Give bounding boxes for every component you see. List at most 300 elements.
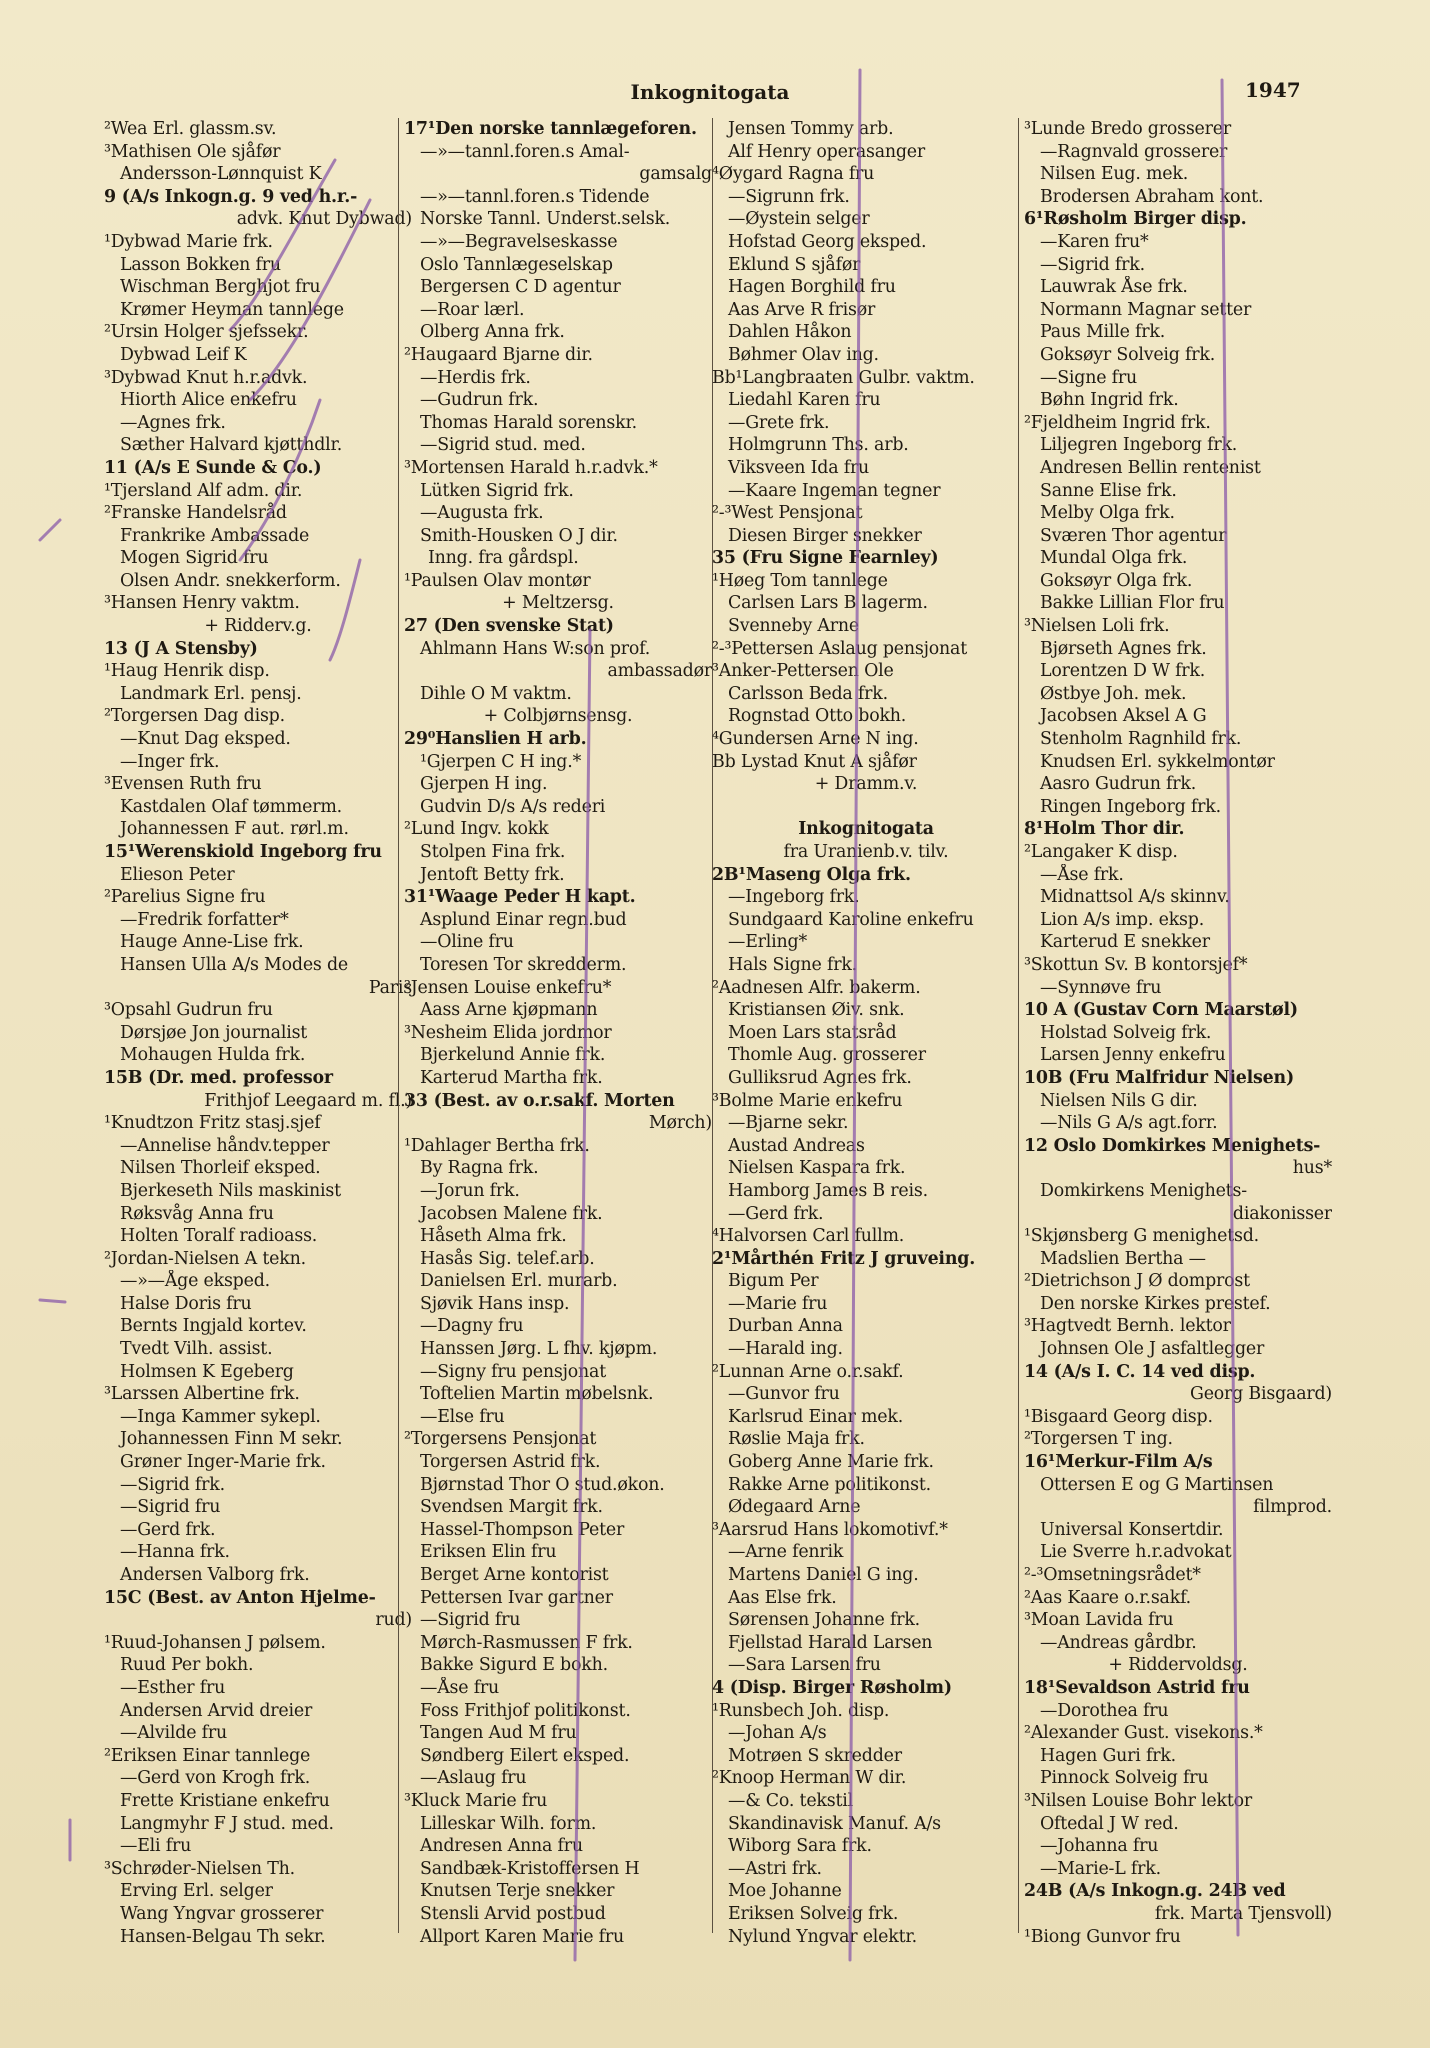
directory-entry: Mørch-Rasmussen F frk. [420,1632,633,1653]
directory-entry: —Sigrid fru [420,1610,521,1631]
directory-entry: Aas Else frk. [728,1587,837,1608]
directory-entry: Wiborg Sara frk. [728,1836,872,1857]
directory-entry: ³Bolme Marie enkefru [712,1090,903,1111]
directory-entry: Lie Sverre h.r.advokat [1040,1542,1232,1563]
directory-entry: 15¹Werenskiold Ingeborg fru [104,842,382,862]
directory-entry: Stenholm Ragnhild frk. [1040,729,1242,750]
directory-entry: Hauge Anne-Lise frk. [120,932,304,953]
directory-entry: Fjellstad Harald Larsen [728,1632,933,1653]
directory-entry: Jacobsen Malene frk. [420,1203,603,1224]
directory-entry: Hiorth Alice enkefru [120,390,297,411]
directory-entry [712,796,1020,819]
directory-entry: + Ridderv.g. [204,616,312,637]
directory-entry: Lasson Bokken fru [120,254,281,275]
directory-entry: Dihle O M vaktm. [420,683,572,704]
directory-entry: Madslien Bertha — [1040,1248,1206,1269]
directory-entry: 14 (A/s I. C. 14 ved disp. [1024,1361,1256,1382]
directory-entry: —Hanna frk. [120,1542,230,1563]
directory-entry: Svendsen Margit frk. [420,1497,603,1518]
directory-entry: Allport Karen Marie fru [420,1926,625,1947]
directory-entry: Hansen Ulla A/s Modes de [120,954,349,975]
directory-entry: Goberg Anne Marie frk. [728,1452,934,1473]
directory-entry: Martens Daniel G ing. [728,1565,919,1585]
directory-entry: Carlsen Lars B lagerm. [728,593,928,614]
directory-entry: ¹Dahlager Bertha frk. [404,1135,590,1156]
directory-entry: 2¹Mårthén Fritz J gruveing. [712,1248,976,1269]
directory-entry: —Bjarne sekr. [728,1113,849,1134]
directory-entry: Olsen Andr. snekkerform. [120,570,341,591]
directory-entry: Knutsen Terje snekker [420,1881,615,1902]
directory-entry: —Gerd frk. [120,1519,216,1540]
directory-entry: Aas Arve R frisør [728,299,876,320]
directory-entry: Bb Lystad Knut A sjåfør [712,751,917,772]
directory-entry: Hansen-Belgau Th sekr. [120,1926,326,1947]
directory-entry: ³Skottun Sv. B kontorsjef* [1024,954,1248,975]
directory-entry: Smith-Housken O J dir. [420,525,618,546]
directory-entry: Moe Johanne [728,1881,842,1902]
directory-entry: gamsalg [639,164,712,185]
directory-entry: Bjerkelund Annie frk. [420,1045,606,1066]
column-1 [104,118,412,1948]
directory-entry: Alf Henry operasanger [728,141,926,162]
directory-entry: Holstad Solveig frk. [1040,1022,1212,1043]
directory-entry: —Annelise håndv.tepper [120,1135,330,1156]
directory-entry: Røslie Maja frk. [728,1429,865,1450]
directory-entry: Svenneby Arne [728,616,859,637]
directory-entry: Sundgaard Karoline enkefru [728,909,974,930]
directory-entry: Eklund S sjåfør [728,254,861,275]
directory-entry: —Gudrun frk. [420,390,539,411]
directory-entry: —Sigrid fru [120,1497,221,1518]
directory-entry: Jentoft Betty frk. [420,864,565,885]
directory-entry: ¹Gjerpen C H ing.* [420,751,582,772]
directory-entry: —Signe fru [1040,367,1137,388]
directory-entry: Asplund Einar regn.bud [420,909,627,930]
directory-entry: ³Hagtvedt Bernh. lektor [1024,1316,1231,1337]
directory-entry: Andresen Bellin rentenist [1040,457,1261,478]
directory-entry: Nylund Yngvar elektr. [728,1926,917,1947]
directory-entry: + Riddervoldsg. [1108,1655,1248,1676]
directory-entry: ⁴Øygard Ragna fru [712,164,875,185]
directory-entry: Dahlen Håkon [728,322,852,343]
directory-entry: Sørensen Johanne frk. [728,1610,920,1631]
directory-entry: Sjøvik Hans insp. [420,1293,570,1314]
directory-entry: Danielsen Erl. murarb. [420,1271,618,1292]
directory-entry: ²Wea Erl. glassm.sv. [104,119,277,139]
directory-entry: ²Torgersens Pensjonat [404,1429,597,1450]
column-4 [1024,118,1332,1948]
directory-entry: Inkognitogata [798,819,934,840]
directory-entry: —»—tannl.foren.s Tidende [420,186,650,207]
directory-entry: —Inger frk. [120,751,220,772]
directory-entry: Toresen Tor skredderm. [420,954,627,975]
directory-entry: Krømer Heyman tannlege [120,299,344,320]
directory-entry: Mogen Sigrid fru [120,548,269,569]
directory-entry: Liedahl Karen fru [728,390,881,411]
directory-entry: ⁴Gundersen Arne N ing. [712,729,919,750]
directory-entry: —Sigrunn frk. [728,186,850,207]
directory-entry: —Oline fru [420,932,514,953]
directory-entry: —Ragnvald grosserer [1040,141,1228,162]
directory-entry: 15B (Dr. med. professor [104,1067,333,1088]
directory-entry: Toftelien Martin møbelsnk. [420,1384,654,1405]
directory-entry: ²Knoop Herman W dir. [712,1768,907,1789]
directory-entry: + Colbjørnsensg. [483,706,633,727]
directory-entry: Kristiansen Øiv. snk. [728,1000,905,1021]
directory-entry: Bjerkeseth Nils maskinist [120,1180,341,1201]
directory-entry: —Grete frk. [728,412,830,433]
directory-entry: —Andreas gårdbr. [1040,1632,1197,1653]
directory-entry: 8¹Holm Thor dir. [1024,819,1185,840]
directory-entry: ¹Skjønsberg G menighetsd. [1024,1226,1259,1247]
directory-entry: —Knut Dag eksped. [120,729,291,750]
directory-entry: Bernts Ingjald kortev. [120,1316,307,1337]
directory-entry: Jacobsen Aksel A G [1040,706,1207,727]
directory-entry: —Ingeborg frk. [728,887,860,908]
directory-entry: 4 (Disp. Birger Røsholm) [712,1677,952,1698]
directory-entry: —»—Åge eksped. [120,1271,270,1292]
directory-entry: —Harald ing. [728,1339,843,1360]
directory-entry: Jensen Tommy arb. [728,119,894,139]
directory-entry: —Marie-L frk. [1040,1858,1161,1879]
directory-entry: Hofstad Georg eksped. [728,231,927,252]
directory-entry: —»—tannl.foren.s Amal- [420,141,630,162]
directory-entry: Dørsjøe Jon journalist [120,1022,308,1043]
directory-entry: ¹Høeg Tom tannlege [712,570,888,591]
directory-entry: ²Fjeldheim Ingrid frk. [1024,412,1211,433]
directory-entry: Eriksen Elin fru [420,1542,557,1563]
directory-entry: Bjørnstad Thor O stud.økon. [420,1474,665,1495]
directory-entry: ¹Tjersland Alf adm. dir. [104,480,303,501]
directory-entry: Universal Konsertdir. [1040,1519,1224,1540]
directory-entry: ¹Dybwad Marie frk. [104,231,273,252]
directory-entry: Andresen Anna fru [420,1836,583,1857]
directory-entry: 27 (Den svenske Stat) [404,616,614,637]
directory-entry: Den norske Kirkes prestef. [1040,1293,1271,1314]
directory-entry: Olberg Anna frk. [420,322,565,343]
directory-entry: Frithjof Leegaard m. fl.) [204,1090,412,1111]
directory-entry: ²Jensen Louise enkefru* [404,977,612,998]
directory-entry: Thomas Harald sorenskr. [420,412,638,433]
directory-entry: 9 (A/s Inkogn.g. 9 ved h.r.- [104,186,358,207]
directory-entry: —Herdis frk. [420,367,531,388]
directory-entry: 16¹Merkur-Film A/s [1024,1452,1213,1473]
directory-entry: ²-³West Pensjonat [712,503,863,524]
directory-entry: ³Aarsrud Hans lokomotivf.* [712,1519,948,1540]
directory-entry: ³Evensen Ruth fru [104,774,262,795]
directory-entry: —Augusta frk. [420,503,544,524]
directory-entry: 31¹Waage Peder H kapt. [404,887,636,908]
directory-entry: ³Nesheim Elida jordmor [404,1022,612,1043]
directory-entry: —Gerd frk. [728,1203,824,1224]
directory-entry: 10B (Fru Malfridur Nielsen) [1024,1067,1294,1088]
directory-entry: —Johanna fru [1040,1836,1159,1857]
directory-entry: Goksøyr Olga frk. [1040,570,1193,591]
directory-entry: —Dorothea fru [1040,1700,1169,1721]
directory-entry: Lorentzen D W frk. [1040,661,1206,682]
directory-entry: ²Ursin Holger sjefssekr. [104,322,309,343]
directory-entry: Frankrike Ambassade [120,525,310,546]
directory-entry: Aasro Gudrun frk. [1040,774,1197,795]
directory-entry: Sværen Thor agentur [1040,525,1227,546]
directory-entry: 33 (Best. av o.r.sakf. Morten [404,1090,675,1111]
directory-entry: Andersson-Lønnquist K [120,164,322,185]
column-divider [1018,118,1019,1933]
directory-entry: Paris [368,977,412,998]
directory-entry: Kastdalen Olaf tømmerm. [120,796,342,817]
directory-entry: ²Lund Ingv. kokk [404,819,549,840]
directory-entry: Ottersen E og G Martinsen [1040,1474,1274,1495]
directory-entry: —& Co. tekstil [728,1790,853,1811]
directory-entry: Østbye Joh. mek. [1040,683,1187,704]
directory-entry: —»—Begravelseskasse [420,231,618,252]
directory-entry: Erving Erl. selger [120,1881,273,1902]
directory-entry: Gudvin D/s A/s rederi [420,796,606,817]
directory-entry: Karterud Martha frk. [420,1067,603,1088]
directory-entry: ³Nielsen Loli frk. [1024,616,1170,637]
directory-entry: —Johan A/s [728,1723,827,1744]
directory-entry: Hassel-Thompson Peter [420,1519,625,1540]
directory-entry: —Karen fru* [1040,231,1149,252]
directory-entry: ³Kluck Marie fru [404,1790,548,1811]
directory-entry: Holten Toralf radioass. [120,1226,318,1247]
directory-entry: Holmgrunn Ths. arb. [728,435,909,456]
directory-entry: Sæther Halvard kjøtthdlr. [120,435,343,456]
column-3 [712,118,1020,1948]
directory-entry: —Esther fru [120,1677,226,1698]
directory-entry: Wischman Berghjot fru [120,277,321,298]
directory-entry: ³Hansen Henry vaktm. [104,593,300,614]
directory-entry: —Øystein selger [728,209,870,230]
directory-entry: Diesen Birger snekker [728,525,922,546]
directory-entry: Carlsson Beda frk. [728,683,888,704]
directory-entry: —Åse frk. [1040,864,1124,885]
directory-entry: Langmyhr F J stud. med. [120,1813,334,1834]
directory-entry: ²Parelius Signe fru [104,887,266,908]
directory-entry: Gulliksrud Agnes frk. [728,1067,912,1088]
directory-entry: Bigum Per [728,1271,819,1292]
directory-entry: Mundal Olga frk. [1040,548,1188,569]
directory-entry: + Dramm.v. [814,774,918,795]
directory-entry: —Sara Larsen fru [728,1655,881,1676]
directory-entry: —Synnøve fru [1040,977,1162,998]
directory-entry: Brodersen Abraham kont. [1040,186,1264,207]
directory-entry: Håseth Alma frk. [420,1226,567,1247]
directory-entry: ²Eriksen Einar tannlege [104,1745,311,1766]
directory-entry: ²Jordan-Nielsen A tekn. [104,1248,306,1269]
directory-entry: —Gerd von Krogh frk. [120,1768,311,1789]
directory-entry: Rognstad Otto bokh. [728,706,907,727]
directory-entry: Mørch) [648,1113,712,1134]
directory-entry: ¹Runsbech Joh. disp. [712,1700,890,1721]
directory-entry: —Kaare Ingeman tegner [728,480,941,501]
directory-entry: ambassadør [607,661,712,682]
directory-entry: Thomle Aug. grosserer [728,1045,926,1066]
directory-entry: —Else fru [420,1406,505,1427]
directory-entry: Lütken Sigrid frk. [420,480,574,501]
directory-entry: Lion A/s imp. eksp. [1040,909,1205,930]
directory-entry: Bb¹Langbraaten Gulbr. vaktm. [712,367,975,388]
directory-entry: Halse Doris fru [120,1293,252,1314]
directory-entry: —Åse fru [420,1677,500,1698]
directory-entry: Inng. fra gårdspl. [428,548,579,569]
directory-entry: + Meltzersg. [502,593,614,614]
directory-entry: Berget Arne kontorist [420,1565,609,1585]
directory-entry: 2B¹Maseng Olga frk. [712,864,911,885]
directory-entry: Rakke Arne politikonst. [728,1474,931,1495]
directory-entry: Eriksen Solveig frk. [728,1903,899,1924]
directory-entry: ²Dietrichson J Ø domprost [1024,1271,1250,1292]
directory-entry: Liljegren Ingeborg frk. [1040,435,1238,456]
directory-entry: ³Dybwad Knut h.r.advk. [104,367,308,388]
directory-entry: ²Torgersen T ing. [1024,1429,1173,1450]
directory-entry: 35 (Fru Signe Fearnley) [712,548,939,569]
directory-entry: fra Uranienb.v. tilv. [783,842,949,862]
directory-entry: Skandinavisk Manuf. A/s [728,1813,941,1834]
directory-entry: Grøner Inger-Marie frk. [120,1452,326,1473]
directory-entry: Søndberg Eilert eksped. [420,1745,630,1766]
directory-entry: —Alvilde fru [120,1723,227,1744]
directory-entry: Frette Kristiane enkefru [120,1790,330,1811]
directory-entry: Wang Yngvar grosserer [120,1903,324,1924]
directory-entry: 11 (A/s E Sunde & Co.) [104,457,322,478]
directory-entry: —Erling* [728,932,807,953]
directory-entry: Norske Tannl. Underst.selsk. [420,209,671,230]
directory-entry: Ahlmann Hans W:son prof. [420,638,651,659]
directory-entry: Johnsen Ole J asfaltlegger [1040,1339,1265,1360]
directory-entry: ³Nilsen Louise Bohr lektor [1024,1790,1253,1811]
directory-entry: Elieson Peter [120,864,235,885]
directory-entry: Goksøyr Solveig frk. [1040,344,1216,365]
directory-entry: Midnattsol A/s skinnv. [1040,887,1230,908]
directory-entry: Domkirkens Menighets- [1040,1180,1247,1201]
directory-entry: Sandbæk-Kristoffersen H [420,1858,640,1879]
directory-entry: Tangen Aud M fru [420,1723,577,1744]
directory-entry: ¹Haug Henrik disp. [104,661,270,682]
directory-entry: —Gunvor fru [728,1384,840,1405]
directory-entry: Sanne Elise frk. [1040,480,1177,501]
directory-entry: Georg Bisgaard) [1190,1384,1332,1405]
directory-entry: —Marie fru [728,1293,828,1314]
directory-entry: advk. Knut Dybwad) [236,209,412,230]
directory-entry: ²Torgersen Dag disp. [104,706,285,727]
directory-entry: ³Anker-Pettersen Ole [712,661,894,682]
directory-entry: Andersen Arvid dreier [120,1700,313,1721]
directory-entry: ¹Biong Gunvor fru [1024,1926,1181,1947]
directory-entry: ²Aas Kaare o.r.sakf. [1024,1587,1192,1608]
directory-entry: ²-³Pettersen Aslaug pensjonat [712,638,967,659]
directory-entry: 18¹Sevaldson Astrid fru [1024,1677,1250,1698]
directory-entry: Ødegaard Arne [728,1497,861,1518]
directory-entry: —Astri frk. [728,1858,822,1879]
column-divider [398,118,399,1933]
directory-entry: ²Aadnesen Alfr. bakerm. [712,977,921,998]
directory-entry: ²Franske Handelsråd [104,503,287,524]
directory-entry: —Arne fenrik [728,1542,844,1563]
directory-entry: Hamborg James B reis. [728,1180,928,1201]
directory-entry: Foss Frithjof politikonst. [420,1700,631,1721]
directory-entry: Moen Lars statsråd [728,1022,897,1043]
directory-entry: Bjørseth Agnes frk. [1040,638,1207,659]
directory-entry: Stolpen Fina frk. [420,842,566,862]
directory-entry: Hasås Sig. telef.arb. [420,1248,595,1269]
directory-entry: hus* [1292,1158,1332,1179]
directory-entry: Nielsen Kaspara frk. [728,1158,906,1179]
directory-entry: Johannessen Finn M sekr. [120,1429,343,1450]
directory-entry: Nielsen Nils G dir. [1040,1090,1198,1111]
directory-entry: Durban Anna [728,1316,843,1337]
directory-entry: —Jorun frk. [420,1180,520,1201]
directory-entry: Dybwad Leif K [120,344,247,365]
directory-entry: ³Schrøder-Nielsen Th. [104,1858,295,1879]
directory-entry: Viksveen Ida fru [728,457,870,478]
directory-entry: Oftedal J W red. [1040,1813,1179,1834]
directory-entry: 24B (A/s Inkogn.g. 24B ved [1024,1881,1286,1902]
directory-entry: Melby Olga frk. [1040,503,1175,524]
directory-entry: ¹Bisgaard Georg disp. [1024,1406,1213,1427]
directory-entry: Karterud E snekker [1040,932,1210,953]
directory-entry: —Agnes frk. [120,412,226,433]
directory-entry: Bøhmer Olav ing. [728,344,879,365]
directory-entry: ¹Paulsen Olav montør [404,570,591,591]
directory-entry: Hagen Borghild fru [728,277,896,298]
directory-entry: Bakke Sigurd E bokh. [420,1655,608,1676]
directory-entry: ³Larssen Albertine frk. [104,1384,300,1405]
directory-entry: diakonisser [1232,1203,1332,1224]
directory-entry: 12 Oslo Domkirkes Menighets- [1024,1135,1321,1156]
directory-entry: Røksvåg Anna fru [120,1203,274,1224]
directory-entry: Tvedt Vilh. assist. [120,1339,273,1360]
directory-entry: —Sigrid stud. med. [420,435,586,456]
directory-entry: Hagen Guri frk. [1040,1745,1176,1766]
directory-entry: rud) [375,1610,412,1631]
directory-entry: Landmark Erl. pensj. [120,683,302,704]
directory-entry: 17¹Den norske tannlægeforen. [404,119,697,139]
directory-entry: Ringen Ingeborg frk. [1040,796,1221,817]
directory-entry: Nilsen Thorleif eksped. [120,1158,321,1179]
directory-entry: Oslo Tannlægeselskap [420,254,613,275]
directory-entry: Knudsen Erl. sykkelmontør [1040,751,1275,772]
directory-entry: 15C (Best. av Anton Hjelme- [104,1587,376,1608]
directory-entry: ¹Ruud-Johansen J pølsem. [104,1632,326,1653]
directory-entry: ²Lunnan Arne o.r.sakf. [712,1361,904,1382]
directory-entry: Larsen Jenny enkefru [1040,1045,1226,1066]
directory-entry: 29⁰Hanslien H arb. [404,729,587,750]
page-year: 1947 [1245,78,1301,102]
directory-entry: —Aslaug fru [420,1768,527,1789]
directory-entry: Karlsrud Einar mek. [728,1406,904,1427]
directory-entry: Ruud Per bokh. [120,1655,254,1676]
directory-entry: Bakke Lillian Flor fru [1040,593,1225,614]
directory-entry: —Roar lærl. [420,299,525,320]
directory-entry: Bergersen C D agentur [420,277,621,298]
directory-entry: ³Moan Lavida fru [1024,1610,1174,1631]
directory-entry: —Sigrid frk. [120,1474,225,1495]
directory-entry: Hanssen Jørg. L fhv. kjøpm. [420,1339,658,1360]
directory-entry: Pinnock Solveig fru [1040,1768,1209,1789]
directory-entry: Hals Signe frk. [728,954,857,975]
directory-entry: Gjerpen H ing. [420,774,548,795]
directory-entry: By Ragna frk. [420,1158,539,1179]
directory-entry: ²-³Omsetningsrådet* [1024,1565,1201,1585]
directory-entry: —Fredrik forfatter* [120,909,289,930]
directory-entry: Stensli Arvid postbud [420,1903,606,1924]
directory-entry: Andersen Valborg frk. [120,1565,310,1585]
directory-entry: Lilleskar Wilh. form. [420,1813,597,1834]
column-2 [404,118,712,1948]
directory-entry: ¹Knudtzon Fritz stasj.sjef [104,1113,321,1134]
directory-entry: Nilsen Eug. mek. [1040,164,1189,185]
